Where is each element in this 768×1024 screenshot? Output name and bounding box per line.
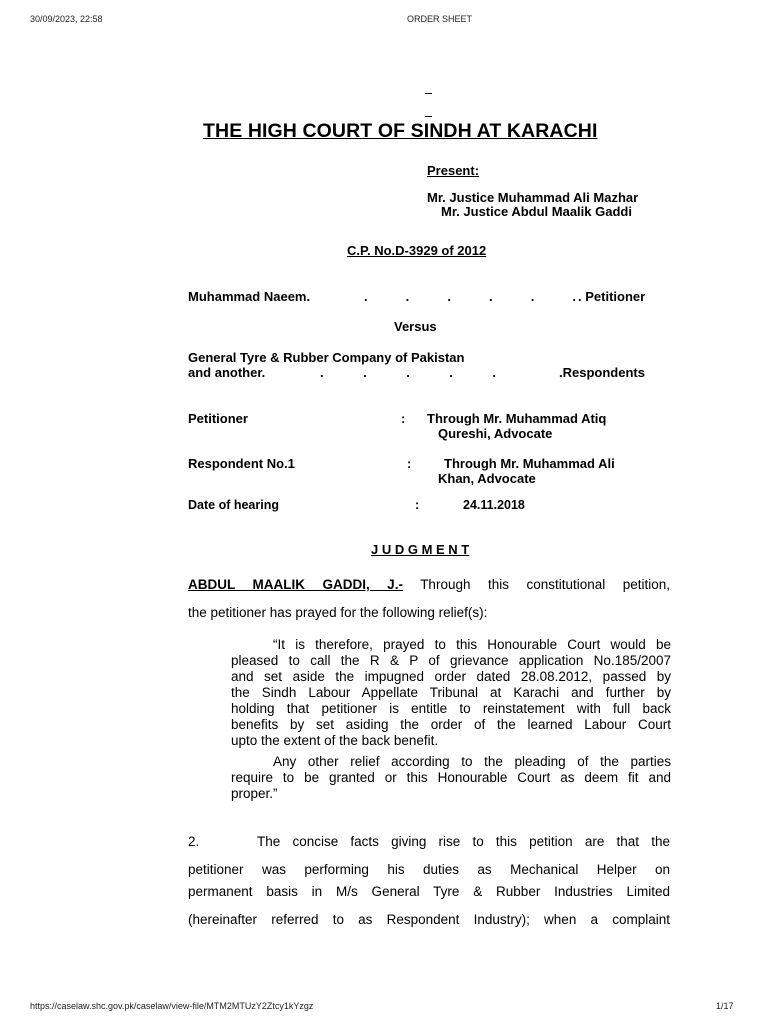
judge-author: ABDUL MAALIK GADDI, J.- — [188, 577, 403, 592]
present-label: Present: — [427, 163, 480, 178]
petitioner-dots: . . . . . . — [364, 289, 576, 304]
judge-name: Mr. Justice Muhammad Ali Mazhar — [427, 190, 639, 205]
intro-text: Through this constitutional petition, — [420, 577, 671, 592]
judgment-heading: J U D G M E N T — [371, 542, 470, 557]
hearing-label: Date of hearing — [188, 498, 279, 512]
para-line: (hereinafter referred to as Respondent Industry); when a complaint — [188, 912, 670, 927]
case-number: C.P. No.D-3929 of 2012 — [347, 243, 487, 258]
quote-line: the Sindh Labour Appellate Tribunal at Karachi and further by — [231, 685, 671, 700]
decorative-dash — [425, 93, 432, 94]
print-doc-title: ORDER SHEET — [407, 14, 473, 24]
decorative-dash — [425, 116, 432, 117]
quote-line: proper.” — [231, 786, 278, 801]
judgment-intro-line: the petitioner has prayed for the following relief(s): — [188, 605, 488, 620]
versus-label: Versus — [394, 319, 437, 334]
para-line: The concise facts giving rise to this petition are that the — [257, 834, 670, 849]
para-line: permanent basis in M/s General Tyre & Rubber Industries Limited — [188, 884, 670, 899]
petitioner-role: . Petitioner — [578, 289, 646, 304]
respondent-dots: . . . . . — [320, 365, 496, 380]
counsel-petitioner-line2: Qureshi, Advocate — [438, 426, 553, 441]
respondent-name-line2: and another. — [188, 365, 266, 380]
counsel-petitioner-line1: Through Mr. Muhammad Atiq — [427, 411, 607, 426]
colon: : — [415, 498, 420, 512]
quote-line: holding that petitioner is entitle to reinstatement with full back — [231, 701, 671, 716]
court-title: THE HIGH COURT OF SINDH AT KARACHI — [203, 120, 598, 142]
print-page-indicator: 1/17 — [716, 1001, 734, 1011]
respondent-name-line1: General Tyre & Rubber Company of Pakistan — [188, 350, 465, 365]
quote-line: pleased to call the R & P of grievance application No.185/2007 — [231, 653, 671, 668]
respondent-role: .Respondents — [559, 365, 645, 380]
counsel-respondent-line1: Through Mr. Muhammad Ali — [444, 456, 615, 471]
counsel-respondent-label: Respondent No.1 — [188, 456, 295, 471]
judge-name: Mr. Justice Abdul Maalik Gaddi — [441, 204, 632, 219]
quote-line: upto the extent of the back benefit. — [231, 733, 439, 748]
counsel-respondent-line2: Khan, Advocate — [438, 471, 536, 486]
colon: : — [401, 411, 406, 426]
print-datetime: 30/09/2023, 22:58 — [30, 14, 103, 24]
quote-line: Any other relief according to the pleading of the parties — [273, 754, 671, 769]
quote-line: require to be granted or this Honourable Court as deem fit and — [231, 770, 671, 785]
quote-line: “It is therefore, prayed to this Honourable Court would be — [273, 637, 671, 652]
quote-line: benefits by set asiding the order of the learned Labour Court — [231, 717, 671, 732]
colon: : — [407, 456, 412, 471]
para-line: petitioner was performing his duties as Mechanical Helper on — [188, 862, 670, 877]
print-url[interactable]: https://caselaw.shc.gov.pk/caselaw/view-file/MTM2MTUzY2Ztcy1kYzgz — [30, 1001, 314, 1011]
para-number: 2. — [188, 834, 200, 849]
hearing-date: 24.11.2018 — [463, 498, 525, 512]
judgment-intro-line — [188, 577, 670, 592]
petitioner-name: Muhammad Naeem. — [188, 289, 311, 304]
counsel-petitioner-label: Petitioner — [188, 411, 248, 426]
quote-line: and set aside the impugned order dated 28.08.2012, passed by — [231, 669, 671, 684]
